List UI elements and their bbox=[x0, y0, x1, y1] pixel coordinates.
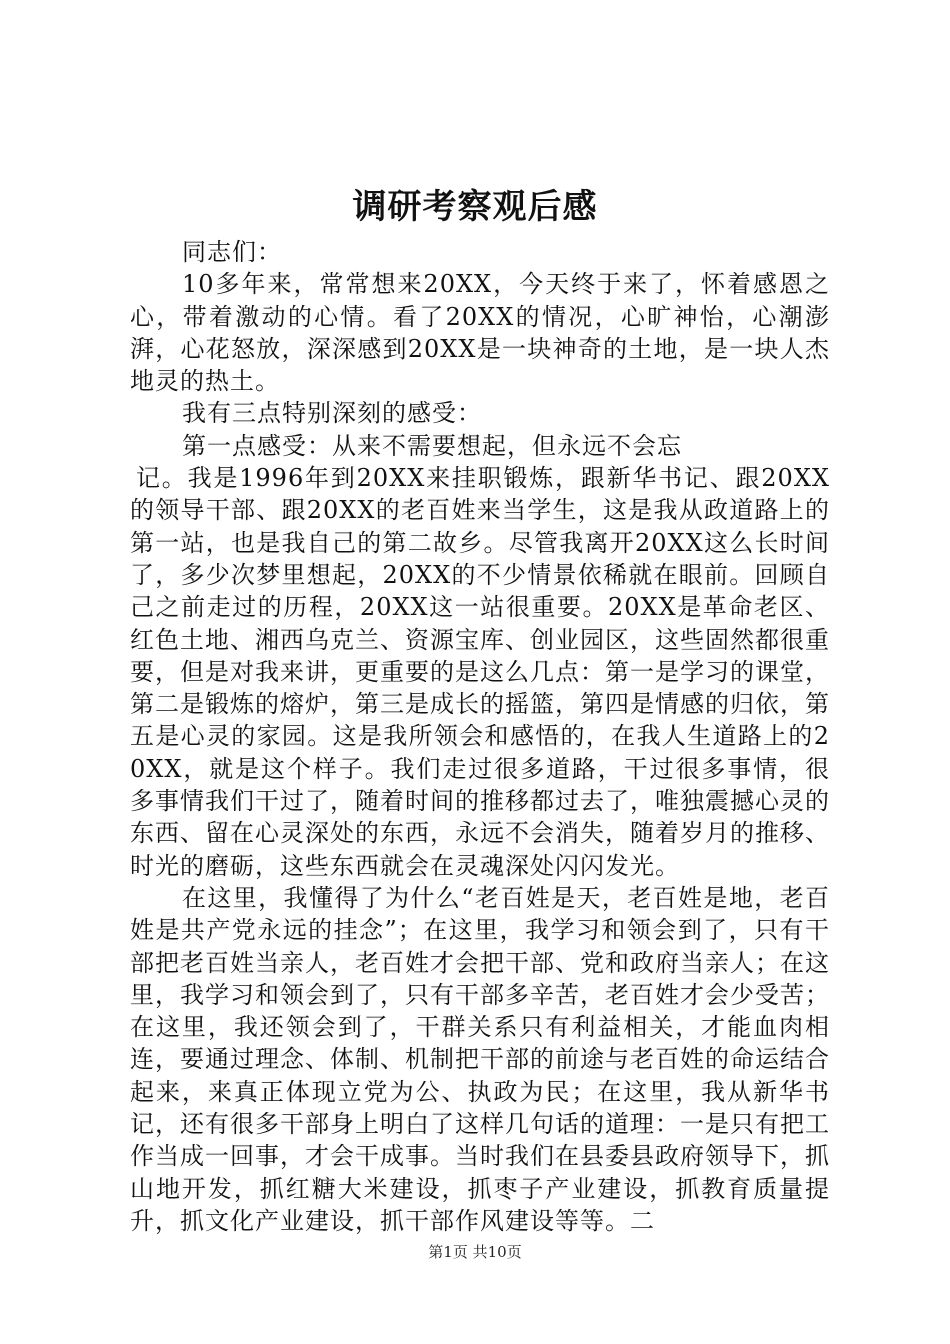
body-paragraph: 记。我是1996年到20XX来挂职锻炼，跟新华书记、跟20XX的领导干部、跟20XX的老百姓来当学生，这是我从政道路上的第一站，也是我自己的第二故乡。尽管我离开20XX这么长时间了，多少次梦里想起，20XX的不少情景依稀就在眼前。回顾自己之前走过的历程，20XX这一站很重要。20XX是革命老区、红色土地、湘西乌克兰、资源宝库、创业园区，这些固然都很重要，但是对我来讲，更重要的是这么几点：第一是学习的课堂，第二是锻炼的熔炉，第三是成长的摇篮，第四是情感的归依，第五是心灵的家园。这是我所领会和感悟的，在我人生道路上的20XX，就是这个样子。我们走过很多道路，干过很多事情，很多事情我们干过了，随着时间的推移都过去了，唯独震撼心灵的东西、留在心灵深处的东西，永远不会消失，随着岁月的推移、时光的磨砺，这些东西就会在灵魂深处闪闪发光。 bbox=[130, 464, 830, 880]
body-paragraph: 我有三点特别深刻的感受： bbox=[182, 399, 482, 428]
document-title: 调研考察观后感 bbox=[352, 187, 598, 227]
body-paragraph: 在这里，我懂得了为什么“老百姓是天，老百姓是地，老百姓是共产党永远的挂念”；在这里，我学习和领会到了，只有干部把老百姓当亲人，老百姓才会把干部、党和政府当亲人；在这里，我学习和领会到了，只有干部多辛苦，老百姓才会少受苦；在这里，我还领会到了，干群关系只有利益相关，才能血肉相连，要通过理念、体制、机制把干部的前途与老百姓的命运结合起来，来真正体现立党为公、执政为民；在这里，我从新华书记，还有很多干部身上明白了这样几句话的道理：一是只有把工作当成一回事，才会干成事。当时我们在县委县政府领导下，抓山地开发，抓红糖大米建设，抓枣子产业建设，抓教育质量提升，抓文化产业建设，抓干部作风建设等等。二 bbox=[130, 883, 830, 1235]
document-body bbox=[130, 236, 830, 1237]
greeting-paragraph: 同志们： bbox=[182, 238, 282, 266]
body-paragraph: 10多年来，常常想来20XX，今天终于来了，怀着感恩之心，带着激动的心情。看了20XX的情况，心旷神怡，心潮澎湃，心花怒放，深深感到20XX是一块神奇的土地，是一块人杰地灵的热土。 bbox=[130, 270, 830, 396]
page-footer: 第1页 共10页 bbox=[428, 1243, 522, 1261]
section-heading-paragraph: 第一点感受：从来不需要想起，但永远不会忘 bbox=[182, 431, 682, 460]
